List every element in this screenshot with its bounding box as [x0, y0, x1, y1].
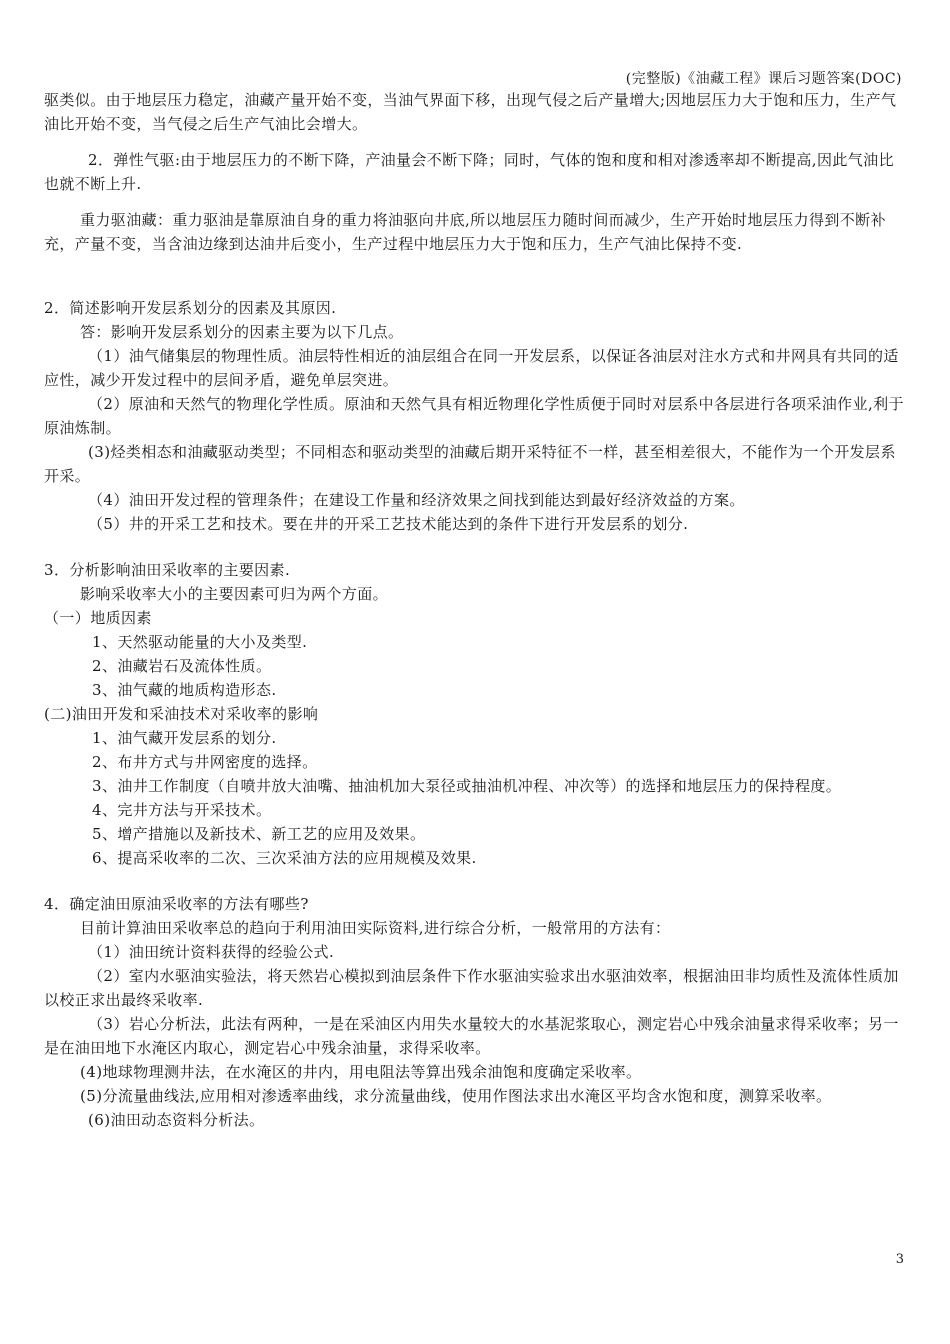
- elastic-gas-drive-paragraph: 2．弹性气驱:由于地层压力的不断下降，产油量会不断下降；同时，气体的饱和度和相对渗透率却不断提高,因此气油比也就不断上升.: [44, 151, 894, 193]
- question-3-group-2-item: 5、增产措施以及新技术、新工艺的应用及效果。: [92, 825, 426, 843]
- page-content: [44, 88, 906, 1132]
- question-3-group-2-item: 6、提高采收率的二次、三次采油方法的应用规模及效果.: [92, 849, 477, 867]
- question-3-group-1-item: 3、油气藏的地质构造形态.: [92, 681, 277, 699]
- question-3-heading: 3．分析影响油田采收率的主要因素.: [44, 561, 291, 579]
- question-3-group-1-item: 2、油藏岩石及流体性质。: [92, 657, 272, 675]
- question-3-group-2-item: 2、布井方式与井网密度的选择。: [92, 753, 318, 771]
- question-4-heading: 4．确定油田原油采收率的方法有哪些?: [44, 895, 309, 913]
- running-header: (完整版)《油藏工程》课后习题答案(DOC): [625, 71, 902, 87]
- question-4-item: （1）油田统计资料获得的经验公式.: [88, 943, 335, 961]
- question-2-heading: 2．简述影响开发层系划分的因素及其原因.: [44, 299, 337, 317]
- question-2-item: （1）油气储集层的物理性质。油层特性相近的油层组合在同一开发层系，以保证各油层对注水方式和井网具有共同的适应性，减少开发过程中的层间矛盾，避免单层突进。: [44, 347, 899, 389]
- question-4-item: (6)油田动态资料分析法。: [88, 1111, 265, 1129]
- question-3-group-2-item: 3、油井工作制度（自喷井放大油嘴、抽油机加大泵径或抽油机冲程、冲次等）的选择和地层压力的保持程度。: [92, 777, 842, 795]
- question-4-item: (4)地球物理测井法，在水淹区的井内，用电阻法等算出残余油饱和度确定采收率。: [80, 1063, 642, 1081]
- question-2-item: （2）原油和天然气的物理化学性质。原油和天然气具有相近物理化学性质便于同时对层系中各层进行各项采油作业,利于原油炼制。: [44, 395, 904, 437]
- question-2-item: （4）油田开发过程的管理条件；在建设工作量和经济效果之间找到能达到最好经济效益的方案。: [88, 491, 745, 509]
- question-2-answer-intro: 答：影响开发层系划分的因素主要为以下几点。: [80, 323, 404, 341]
- question-4-item: （3）岩心分析法，此法有两种，一是在采油区内用失水量较大的水基泥浆取心，测定岩心中残余油量求得采收率；另一是在油田地下水淹区内取心，测定岩心中残余油量，求得采收率。: [44, 1015, 899, 1057]
- question-3-group-2-title: (二)油田开发和采油技术对采收率的影响: [44, 705, 319, 723]
- gravity-drive-paragraph: 重力驱油藏：重力驱油是靠原油自身的重力将油驱向井底,所以地层压力随时间而减少，生产开始时地层压力得到不断补充，产量不变，当含油边缘到达油井后变小，生产过程中地层压力大于饱和压力，生产气油比保持不变.: [44, 211, 886, 253]
- question-3-group-2-item: 4、完井方法与开采技术。: [92, 801, 272, 819]
- page-number: 3: [895, 1252, 904, 1267]
- question-4-item: （2）室内水驱油实验法，将天然岩心模拟到油层条件下作水驱油实验求出水驱油效率，根据油田非均质性及流体性质加以校正求出最终采收率.: [44, 967, 899, 1009]
- question-4-intro: 目前计算油田采收率总的趋向于利用油田实际资料,进行综合分析，一般常用的方法有：: [80, 919, 671, 937]
- question-3-intro: 影响采收率大小的主要因素可归为两个方面。: [80, 585, 389, 603]
- question-2-item: （5）井的开采工艺和技术。要在井的开采工艺技术能达到的条件下进行开发层系的划分.: [88, 515, 689, 533]
- question-3-group-1-item: 1、天然驱动能量的大小及类型.: [92, 633, 308, 651]
- question-2-item: (3)烃类相态和油藏驱动类型；不同相态和驱动类型的油藏后期开采特征不一样，甚至相差很大，不能作为一个开发层系开采。: [44, 443, 896, 485]
- question-3-group-1-title: （一）地质因素: [44, 609, 152, 627]
- continued-paragraph: 驱类似。由于地层压力稳定，油藏产量开始不变，当油气界面下移，出现气侵之后产量增大;因地层压力大于饱和压力，生产气油比开始不变，当气侵之后生产气油比会增大。: [44, 91, 897, 133]
- question-3-group-2-item: 1、油气藏开发层系的划分.: [92, 729, 277, 747]
- question-4-item: (5)分流量曲线法,应用相对渗透率曲线，求分流量曲线，使用作图法求出水淹区平均含水饱和度，测算采收率。: [80, 1087, 832, 1105]
